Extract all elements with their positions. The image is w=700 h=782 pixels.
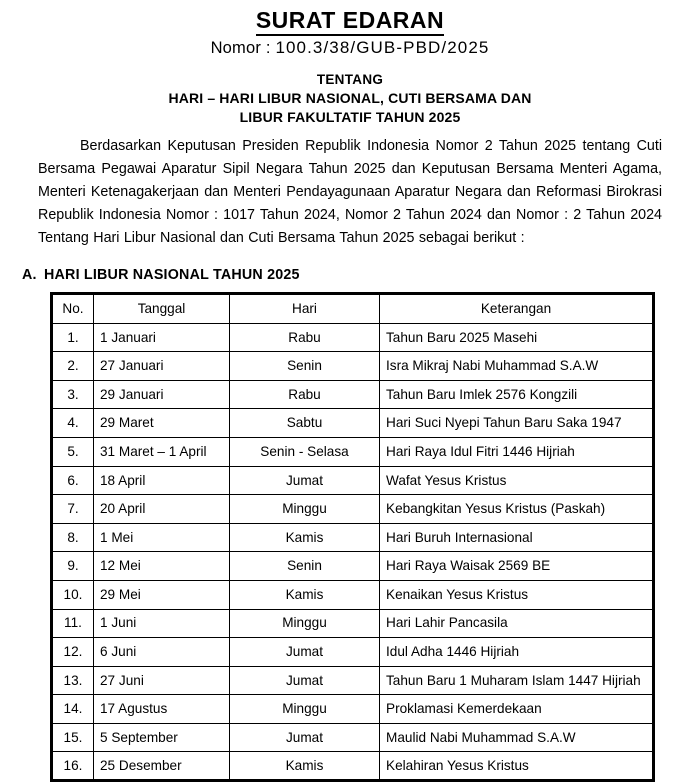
cell-keterangan: Kebangkitan Yesus Kristus (Paskah) bbox=[380, 495, 654, 524]
national-holidays-table bbox=[50, 292, 655, 782]
document-page bbox=[0, 7, 700, 773]
table-row bbox=[52, 466, 654, 495]
cell-hari: Rabu bbox=[230, 380, 380, 409]
column-header-tanggal: Tanggal bbox=[94, 293, 230, 323]
cell-tanggal: 27 Januari bbox=[94, 352, 230, 381]
cell-tanggal: 1 Juni bbox=[94, 609, 230, 638]
cell-tanggal: 29 Maret bbox=[94, 409, 230, 438]
cell-keterangan: Tahun Baru Imlek 2576 Kongzili bbox=[380, 380, 654, 409]
cell-keterangan: Idul Adha 1446 Hijriah bbox=[380, 638, 654, 667]
cell-tanggal: 5 September bbox=[94, 723, 230, 752]
cell-tanggal: 27 Juni bbox=[94, 666, 230, 695]
table-row bbox=[52, 523, 654, 552]
cell-keterangan: Hari Buruh Internasional bbox=[380, 523, 654, 552]
cell-tanggal: 29 Januari bbox=[94, 380, 230, 409]
subject-line-2: LIBUR FAKULTATIF TAHUN 2025 bbox=[239, 109, 461, 126]
cell-no: 1. bbox=[52, 323, 94, 352]
column-header-hari: Hari bbox=[230, 293, 380, 323]
cell-keterangan: Wafat Yesus Kristus bbox=[380, 466, 654, 495]
document-title bbox=[0, 8, 700, 33]
cell-no: 10. bbox=[52, 580, 94, 609]
cell-no: 4. bbox=[52, 409, 94, 438]
cell-keterangan: Tahun Baru 2025 Masehi bbox=[380, 323, 654, 352]
cell-no: 3. bbox=[52, 380, 94, 409]
cell-no: 2. bbox=[52, 352, 94, 381]
table-row bbox=[52, 580, 654, 609]
document-number-label: Nomor : bbox=[210, 39, 271, 58]
cell-keterangan: Hari Raya Idul Fitri 1446 Hijriah bbox=[380, 437, 654, 466]
cell-no: 12. bbox=[52, 638, 94, 667]
table-header-row bbox=[52, 293, 654, 323]
document-number-value: 100.3/38/GUB-PBD/2025 bbox=[275, 38, 490, 58]
table-row bbox=[52, 666, 654, 695]
cell-hari: Sabtu bbox=[230, 409, 380, 438]
cell-keterangan: Proklamasi Kemerdekaan bbox=[380, 695, 654, 724]
cell-hari: Minggu bbox=[230, 695, 380, 724]
column-header-keterangan: Keterangan bbox=[380, 293, 654, 323]
table-row bbox=[52, 323, 654, 352]
table-row bbox=[52, 638, 654, 667]
document-number-line bbox=[0, 38, 700, 58]
column-header-no: No. bbox=[52, 293, 94, 323]
table-row bbox=[52, 752, 654, 781]
cell-keterangan: Maulid Nabi Muhammad S.A.W bbox=[380, 723, 654, 752]
cell-no: 16. bbox=[52, 752, 94, 781]
cell-no: 11. bbox=[52, 609, 94, 638]
holiday-table-wrapper bbox=[50, 292, 652, 782]
table-body bbox=[52, 323, 654, 781]
table-row bbox=[52, 723, 654, 752]
cell-keterangan: Hari Suci Nyepi Tahun Baru Saka 1947 bbox=[380, 409, 654, 438]
cell-tanggal: 31 Maret – 1 April bbox=[94, 437, 230, 466]
cell-hari: Jumat bbox=[230, 666, 380, 695]
cell-tanggal: 12 Mei bbox=[94, 552, 230, 581]
cell-keterangan: Kenaikan Yesus Kristus bbox=[380, 580, 654, 609]
cell-no: 7. bbox=[52, 495, 94, 524]
cell-hari: Senin - Selasa bbox=[230, 437, 380, 466]
table-row bbox=[52, 380, 654, 409]
table-row bbox=[52, 552, 654, 581]
cell-keterangan: Tahun Baru 1 Muharam Islam 1447 Hijriah bbox=[380, 666, 654, 695]
tentang-label: TENTANG bbox=[316, 72, 384, 88]
cell-hari: Senin bbox=[230, 352, 380, 381]
body-paragraph: Berdasarkan Keputusan Presiden Republik Indonesia Nomor 2 Tahun 2025 tentang Cuti Bersama Pegawai Aparatur Sipil Negara Tahun 2025 dan Keputusan Bersama Menteri Agama, Menteri Ketenagakerjaan dan Menteri Pendayagunaan Aparatur Negara dan Reformasi Birokrasi Republik Indonesia Nomor : 1017 Tahun 2024, Nomor 2 Tahun 2024 dan Nomor : 2 Tahun 2024 Tentang Hari Libur Nasional dan Cuti Bersama Tahun 2025 sebagai berikut : bbox=[38, 137, 662, 247]
table-header bbox=[52, 293, 654, 323]
table-row bbox=[52, 609, 654, 638]
cell-no: 6. bbox=[52, 466, 94, 495]
table-row bbox=[52, 495, 654, 524]
cell-keterangan: Isra Mikraj Nabi Muhammad S.A.W bbox=[380, 352, 654, 381]
cell-tanggal: 29 Mei bbox=[94, 580, 230, 609]
cell-hari: Minggu bbox=[230, 609, 380, 638]
cell-keterangan: Hari Raya Waisak 2569 BE bbox=[380, 552, 654, 581]
document-title-text: SURAT EDARAN bbox=[256, 7, 444, 36]
cell-hari: Senin bbox=[230, 552, 380, 581]
table-row bbox=[52, 695, 654, 724]
section-a-heading-text: HARI LIBUR NASIONAL TAHUN 2025 bbox=[44, 266, 300, 283]
cell-no: 5. bbox=[52, 437, 94, 466]
cell-hari: Jumat bbox=[230, 466, 380, 495]
cell-keterangan: Hari Lahir Pancasila bbox=[380, 609, 654, 638]
table-row bbox=[52, 352, 654, 381]
cell-tanggal: 20 April bbox=[94, 495, 230, 524]
subject-line-1: HARI – HARI LIBUR NASIONAL, CUTI BERSAMA DAN bbox=[168, 89, 532, 106]
cell-hari: Minggu bbox=[230, 495, 380, 524]
cell-hari: Kamis bbox=[230, 580, 380, 609]
cell-tanggal: 1 Januari bbox=[94, 323, 230, 352]
cell-hari: Kamis bbox=[230, 523, 380, 552]
section-a-letter: A. bbox=[22, 266, 37, 283]
cell-hari: Jumat bbox=[230, 723, 380, 752]
table-row bbox=[52, 409, 654, 438]
table-row bbox=[52, 437, 654, 466]
cell-hari: Rabu bbox=[230, 323, 380, 352]
cell-tanggal: 6 Juni bbox=[94, 638, 230, 667]
section-a-heading bbox=[22, 267, 700, 283]
cell-hari: Jumat bbox=[230, 638, 380, 667]
cell-tanggal: 18 April bbox=[94, 466, 230, 495]
cell-hari: Kamis bbox=[230, 752, 380, 781]
cell-tanggal: 17 Agustus bbox=[94, 695, 230, 724]
cell-no: 9. bbox=[52, 552, 94, 581]
cell-keterangan: Kelahiran Yesus Kristus bbox=[380, 752, 654, 781]
cell-no: 14. bbox=[52, 695, 94, 724]
cell-tanggal: 1 Mei bbox=[94, 523, 230, 552]
cell-no: 13. bbox=[52, 666, 94, 695]
cell-no: 15. bbox=[52, 723, 94, 752]
cell-tanggal: 25 Desember bbox=[94, 752, 230, 781]
cell-no: 8. bbox=[52, 523, 94, 552]
